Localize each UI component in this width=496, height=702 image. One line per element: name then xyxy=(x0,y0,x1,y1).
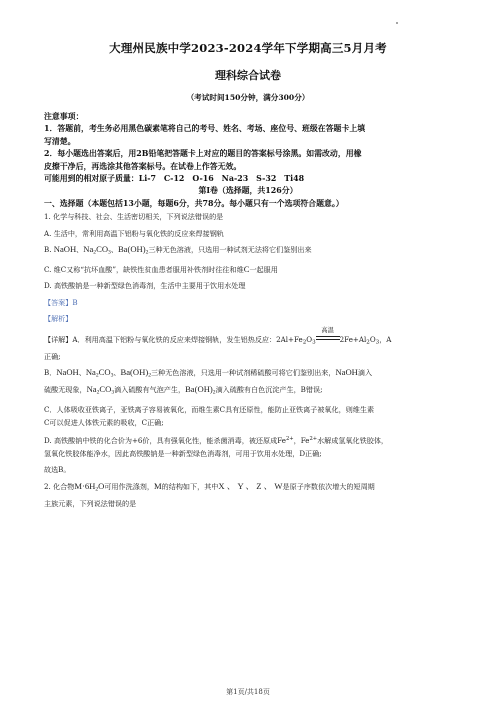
q2-stem: 2. 化合物$M\cdot 6H_2O$可用作洗涤剂，M的结构如下，其中X 、 Y 、 Z 、 W是原子序数依次增大的短周期 xyxy=(44,480,375,493)
q1-option-d: D. 高铁酸钠是一种新型绿色消毒剂，生活中主要用于饮用水处理 xyxy=(44,281,246,291)
section-heading: 一、选择题（本题包括13小题，每题6分，共78分。每小题只有一个选项符合题意。） xyxy=(44,198,344,208)
atomic-masses: 可能用到的相对原子质量：Li-7 C-12 O-16 Na-23 S-32 Ti48 xyxy=(44,174,305,184)
q1-detail-d-cont: 氢氧化铁胶体能净水，因此高铁酸钠是一种新型绿色消毒剂，可用于饮用水处理，D正确; xyxy=(44,448,322,458)
q1-detail-c: C．人体吸收亚铁离子，亚铁离子容易被氧化，而维生素C具有还原性，能防止亚铁离子被氧化，则维生素 xyxy=(44,404,375,414)
q1-detail-c-cont: C可以促进人体铁元素的吸收，C正确; xyxy=(44,418,164,428)
notes-item-2b: 皮擦干净后，再选涂其他答案标号。在试卷上作答无效。 xyxy=(44,161,242,171)
q2-stem-cont: 主族元素，下列说法错误的是 xyxy=(44,498,137,508)
q1-detail-b-cont: 硫酸无现象，$Na_2CO_3$滴入硫酸有气泡产生，$Ba(OH)_2$滴入硫酸有白色沉淀产生，B错误; xyxy=(44,383,323,396)
volume-heading: 第Ⅰ卷（选择题，共126分） xyxy=(198,186,298,196)
q1-detail-a: 【详解】A．利用高温下铝粉与氧化铁的反应来焊接钢轨，发生铝热反应：$2Al+Fe_2O_3$ 高温 $2Fe+Al_2O_3$，A xyxy=(44,325,392,346)
q1-analysis: 【解析】 xyxy=(44,314,73,324)
q1-detail-b: B．NaOH、$Na_2CO_3$、$Ba(OH)_2$三种无色溶液，只选用一种试剂稀硫酸可将它们鉴别出来，NaOH滴入 xyxy=(44,366,373,379)
notes-heading: 注意事项： xyxy=(44,112,84,121)
q1-option-c: C. 维C又称“抗坏血酸”，缺铁性贫血患者服用补铁剂时往往和维C一起服用 xyxy=(44,263,278,274)
exam-subtitle: 理科综合试卷 xyxy=(215,69,281,82)
exam-title: 大理州民族中学2023-2024学年下学期高三5月月考 xyxy=(109,41,387,55)
q1-answer: 【答案】B xyxy=(44,297,78,307)
q1-detail-a-cont: 正确; xyxy=(44,351,61,361)
notes-item-1b: 写清楚。 xyxy=(44,136,76,146)
q1-stem: 1. 化学与科技、社会、生活密切相关，下列说法错误的是 xyxy=(44,212,224,222)
reaction-arrow: 高温 xyxy=(316,329,340,346)
q1-conclusion: 故选B。 xyxy=(44,465,71,475)
notes-item-2a: 2．每小题选出答案后，用2B铅笔把答题卡上对应的题目的答案标号涂黑。如需改动，用橡 xyxy=(44,149,362,159)
scan-dot xyxy=(396,22,398,24)
page-footer: 第1页/共18页 xyxy=(226,688,270,696)
exam-time-info: （考试时间150分钟，满分300分） xyxy=(186,93,310,102)
notes-item-1a: 1．答题前，考生务必用黑色碳素笔将自己的考号、姓名、考场、座位号、班级在答题卡上填 xyxy=(44,124,366,134)
q1-detail-d: D. 高铁酸钠中铁的化合价为+6价，具有强氧化性，能杀菌消毒，被还原成$Fe^{2+}$，$Fe^{2+}$水解成氢氧化铁胶体， xyxy=(44,435,389,445)
q1-option-a: A. 生活中，常利用高温下铝粉与氧化铁的反应来焊接钢轨 xyxy=(44,228,224,238)
q1-option-b: B. NaOH、$Na_2CO_3$、$Ba(OH)_2$三种无色溶液，只选用一种试剂无法将它们鉴别出来 xyxy=(44,244,312,256)
